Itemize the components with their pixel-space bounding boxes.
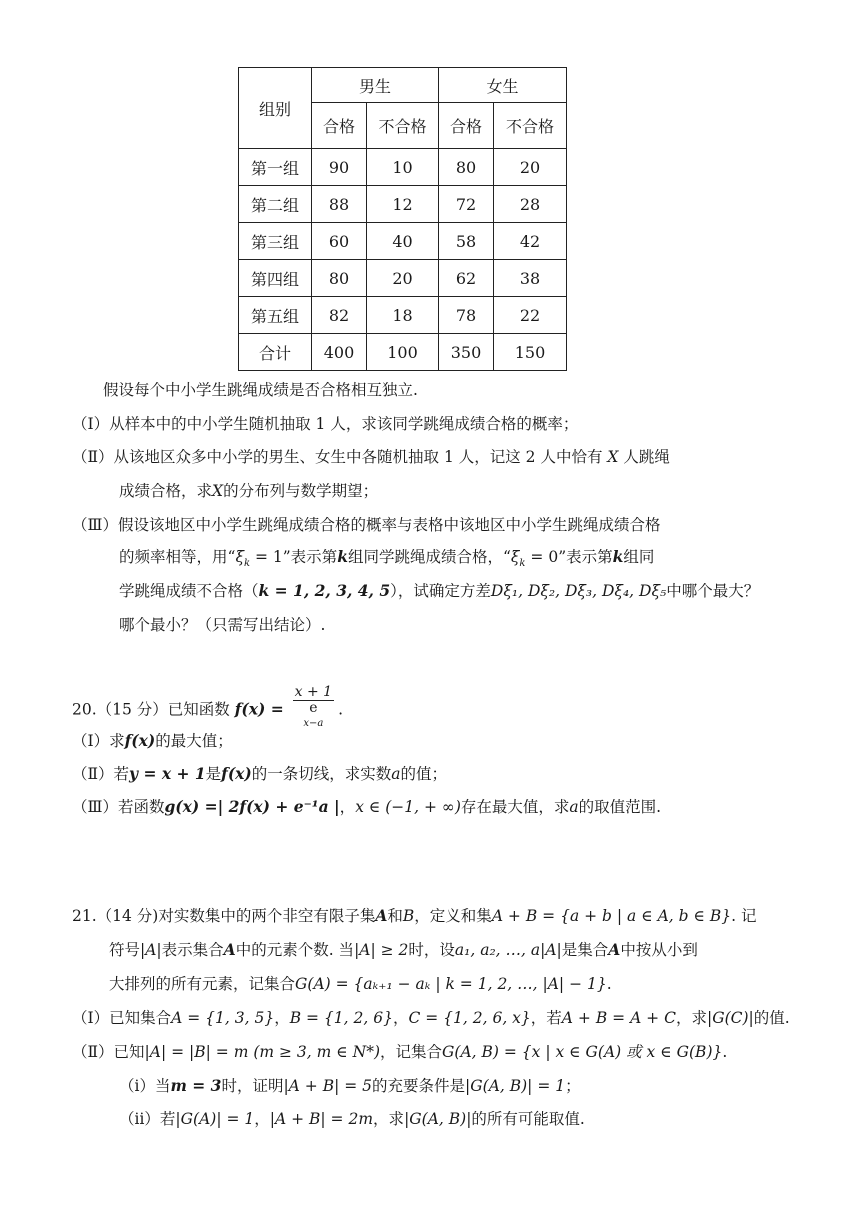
q20-part1: （Ⅰ）求f(x)的最大值；	[72, 731, 233, 750]
table-cell: 80	[312, 260, 367, 297]
table-cell: 42	[494, 223, 567, 260]
table-cell: 88	[312, 186, 367, 223]
table-cell: 58	[439, 223, 494, 260]
q19-part3-line2: 的频率相等，用“$\xi_k = 1$”表示第k组同学跳绳成绩合格，“$\xi_k = 0$”表示第k组同	[119, 547, 655, 570]
q19-part3-line4: 哪个最小？（只需写出结论）.	[119, 616, 326, 634]
table-row	[239, 223, 567, 260]
q21-part2-i: （ⅰ）当m = 3时，证明|A + B| = 5的充要条件是|G(A, B)| = 1；	[119, 1076, 581, 1095]
table-subheader: 合格	[312, 103, 367, 149]
q21-line3: 大排列的所有元素，记集合G(A) = {aₖ₊₁ − aₖ | k = 1, 2, …, |A| − 1}.	[109, 975, 612, 993]
q21-line1: 21.（14 分)对实数集中的两个非空有限子集A和B，定义和集A + B = {a + b | a ∈ A, b ∈ B}. 记	[72, 906, 757, 925]
table-cell: 350	[439, 334, 494, 371]
table-group-header: 女生	[439, 68, 567, 103]
table-row	[239, 297, 567, 334]
table-cell: 72	[439, 186, 494, 223]
q21-part2: （Ⅱ）已知|A| = |B| = m (m ≥ 3, m ∈ N*)，记集合G(A, B) = {x | x ∈ G(A) 或 x ∈ G(B)}.	[72, 1043, 728, 1061]
q20-header: 20.（15 分）已知函数 f(x) = x + 1 e $^{x-a}$ .	[72, 685, 343, 736]
table-cell: 60	[312, 223, 367, 260]
q21-part1: （Ⅰ）已知集合A = {1, 3, 5}，B = {1, 2, 6}，C = {1, 2, 6, x}，若A + B = A + C，求|G(C)|的值.	[72, 1009, 790, 1027]
row-label: 合计	[239, 334, 312, 371]
table-cell: 82	[312, 297, 367, 334]
q21-line2: 符号|A|表示集合A中的元素个数. 当|A| ≥ 2时，设a₁, a₂, …, a|A|是集合A中按从小到	[109, 940, 698, 959]
q20-part2: （Ⅱ）若y = x + 1是f(x)的一条切线，求实数a的值；	[72, 764, 448, 783]
table-row	[239, 186, 567, 223]
table-cell: 90	[312, 149, 367, 186]
table-subheader: 合格	[439, 103, 494, 149]
q19-part3-line1: （Ⅲ）假设该地区中小学生跳绳成绩合格的概率与表格中该地区中小学生跳绳成绩合格	[72, 516, 661, 534]
table-row	[239, 334, 567, 371]
table-cell: 78	[439, 297, 494, 334]
table-cell: 20	[367, 260, 439, 297]
q19-part2-line1: （Ⅱ）从该地区众多中小学的男生、女生中各随机抽取 1 人，记这 2 人中恰有 X 人跳绳	[72, 448, 670, 466]
table-cell: 18	[367, 297, 439, 334]
q20-fraction: x + 1 e $^{x-a}$	[294, 684, 333, 729]
table-subheader: 不合格	[494, 103, 567, 149]
table-row	[239, 260, 567, 297]
table-corner: 组别	[239, 68, 312, 149]
row-label: 第二组	[239, 186, 312, 223]
q19-part1: （Ⅰ）从样本中的中小学生随机抽取 1 人，求该同学跳绳成绩合格的概率；	[72, 415, 579, 433]
row-label: 第五组	[239, 297, 312, 334]
table-cell: 150	[494, 334, 567, 371]
table-cell: 38	[494, 260, 567, 297]
table-cell: 400	[312, 334, 367, 371]
table-cell: 20	[494, 149, 567, 186]
table-cell: 100	[367, 334, 439, 371]
table-cell: 40	[367, 223, 439, 260]
q21-part2-ii: （ⅱ）若|G(A)| = 1，|A + B| = 2m，求|G(A, B)|的所有可能取值.	[119, 1110, 585, 1128]
table-cell: 28	[494, 186, 567, 223]
q19-part3-line3: 学跳绳成绩不合格（k = 1, 2, 3, 4, 5），试确定方差Dξ₁, Dξ₂, Dξ₃, Dξ₄, Dξ₅中哪个最大？	[119, 581, 760, 600]
table-cell: 22	[494, 297, 567, 334]
q19-part2-line2: 成绩合格，求X的分布列与数学期望；	[119, 482, 379, 500]
table-subheader: 不合格	[367, 103, 439, 149]
table-cell: 80	[439, 149, 494, 186]
q19-assumption: 假设每个中小学生跳绳成绩是否合格相互独立.	[103, 381, 418, 399]
row-label: 第三组	[239, 223, 312, 260]
row-label: 第一组	[239, 149, 312, 186]
table-group-header: 男生	[312, 68, 439, 103]
table-row	[239, 149, 567, 186]
score-table	[238, 67, 567, 371]
row-label: 第四组	[239, 260, 312, 297]
q20-part3: （Ⅲ）若函数g(x) =| 2f(x) + e⁻¹a |，x ∈ (−1, + ∞)存在最大值，求a的取值范围.	[72, 797, 662, 816]
table-cell: 10	[367, 149, 439, 186]
table-cell: 62	[439, 260, 494, 297]
table-cell: 12	[367, 186, 439, 223]
